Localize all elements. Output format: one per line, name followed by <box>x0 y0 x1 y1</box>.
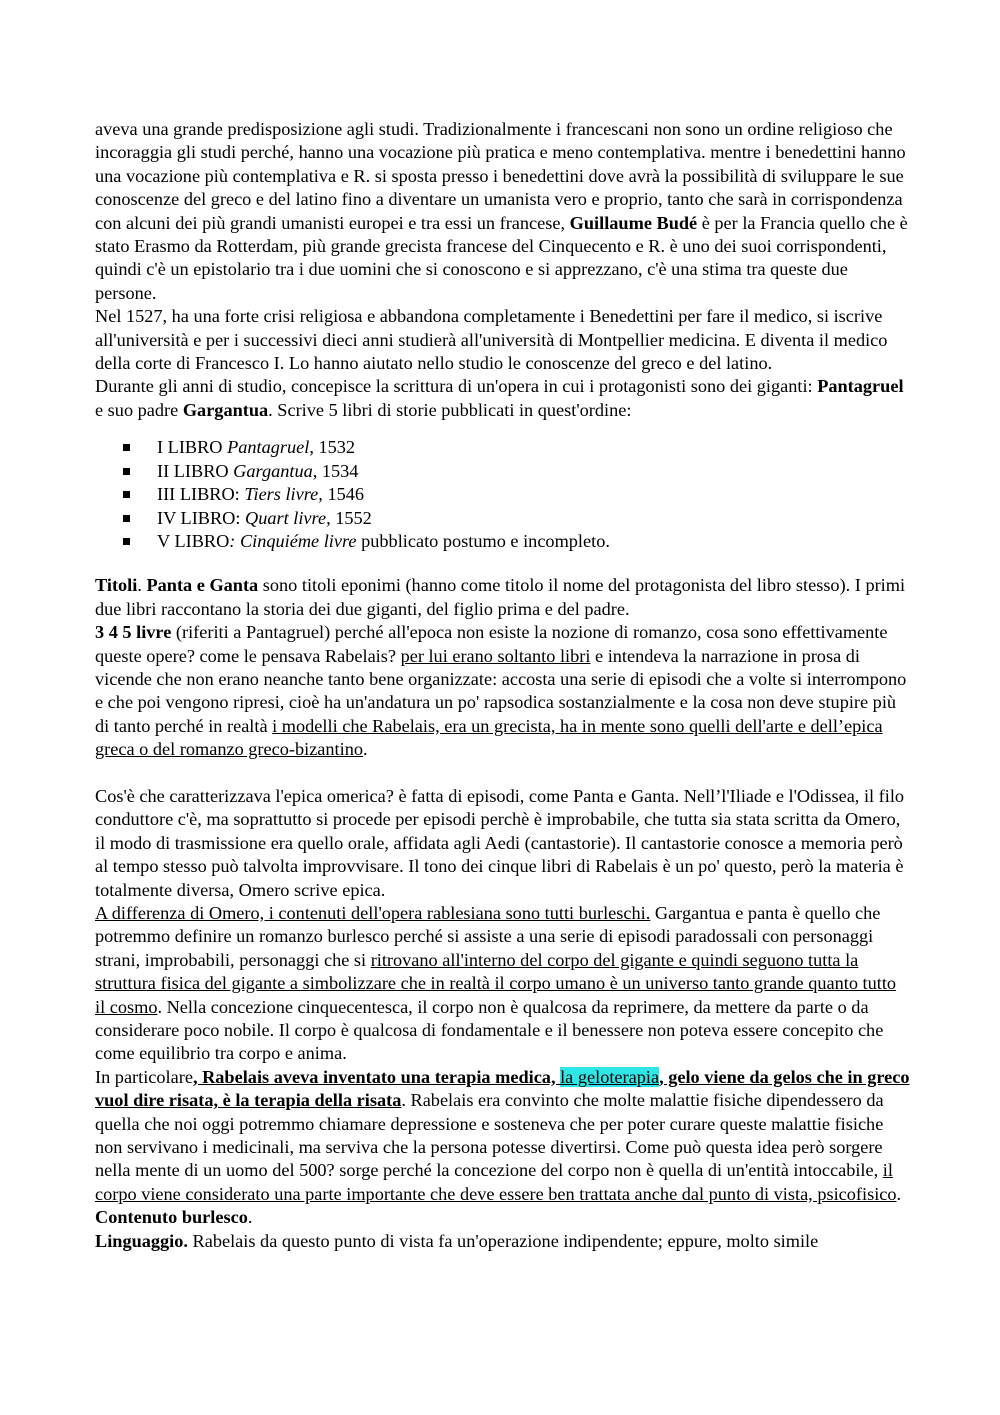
paragraph-epica: Cos'è che caratterizzava l'epica omerica? è fatta di episodi, come Panta e Ganta. Nell’l'Iliade e l'Odissea, il filo conduttore c'è, ma soprattutto si procede per episodi perchè è improbabile, che tutta sia stata scritta da Omero, il modo di trasmissione era quello orale, affidata agli Aedi (cantastorie). Il cantastorie conosce a memoria però al tempo stesso può talvolta improvvisare. Il tono dei cinque libri di Rabelais è un po' questo, però la materia è totalmente diversa, Omero scrive epica. <box>95 785 905 900</box>
bold-livre: 3 4 5 livre <box>95 622 172 643</box>
square-bullet-icon <box>123 444 130 451</box>
list-item: III LIBRO: Tiers livre, 1546 <box>123 483 910 506</box>
underlined-text: per lui erano soltanto libri <box>400 645 591 666</box>
paragraph-contenuto: Contenuto burlesco. <box>95 1207 253 1228</box>
list-item: IV LIBRO: Quart livre, 1552 <box>123 507 910 530</box>
text-run: aveva una grande predisposizione agli studi. Tradizionalmente i francescani non sono un ordine religioso che incoraggia gli studi perché, hanno una vocazione più pratica e meno contemplativa. mentre i benedettini hanno una vocazione più contemplativa e R. si sposta presso i benedettini dove avrà la possibilità di sviluppare le sue conoscenze del greco e del latino fino a diventare un umanista vero e proprio, tanto che sarà in corrispondenza con alcuni dei più grandi umanisti europei e tra essi un francese, <box>95 119 906 233</box>
bold-pantagruel: Pantagruel <box>817 376 904 397</box>
list-item: I LIBRO Pantagruel, 1532 <box>123 436 910 459</box>
bold-panta-ganta: Panta e Ganta <box>146 575 259 596</box>
text-run: . Scrive 5 libri di storie pubblicati in quest'ordine: <box>268 399 632 420</box>
square-bullet-icon <box>123 468 130 475</box>
section-heading-titoli: Titoli <box>95 575 138 596</box>
paragraph-linguaggio: Linguaggio. Rabelais da questo punto di vista fa un'operazione indipendente; eppure, molto simile <box>95 1230 819 1251</box>
blank-line <box>95 762 910 785</box>
paragraph-1527: Nel 1527, ha una forte crisi religiosa e abbandona completamente i Benedettini per fare il medico, si iscrive all'università e per i successivi dieci anni studierà all'università di Montpellier medicina. E diventa il medico della corte di Francesco I. Lo hanno aiutato nello studio le conoscenze del greco e del latino. <box>95 306 888 374</box>
bold-gargantua: Gargantua <box>182 399 269 420</box>
section-heading-contenuto: Contenuto burlesco <box>95 1207 248 1228</box>
square-bullet-icon <box>123 538 130 545</box>
text-run: e suo padre <box>95 399 183 420</box>
underlined-text: i modelli che Rabelais, era un grecista, ha in mente sono quelli dell'arte e dell’epica greca o del romanzo greco-bizantino <box>95 715 883 760</box>
underlined-text: il corpo viene considerato una parte importante che deve essere ben trattata anche dal punto di vista, psicofisico <box>95 1160 897 1204</box>
paragraph-livre: 3 4 5 livre (riferiti a Pantagruel) perché all'epoca non esiste la nozione di romanzo, cosa sono effettivamente queste opere? come le pensava Rabelais? per lui erano soltanto libri e intendeva la narrazione in prosa di vicende che non erano neanche tanto bene organizzate: accosta una serie di episodi che a volte si interrompono e che poi vengono ripresi, cioè ha un'andatura un po' rapsodica sostanzialmente e la cosa non deve stupire più di tanto perché in realtà i modelli che Rabelais, era un grecista, ha in mente sono quelli dell'arte e dell’epica greca o del romanzo greco-bizantino. <box>95 622 907 760</box>
square-bullet-icon <box>123 515 130 522</box>
list-item: II LIBRO Gargantua, 1534 <box>123 460 910 483</box>
paragraph-giants <box>95 375 910 422</box>
paragraph-burlesque: A differenza di Omero, i contenuti dell'opera rablesiana sono tutti burleschi. Gargantua e panta è quello che potremmo definire un romanzo burlesco perché si assiste a una serie di episodi paradossali con personaggi strani, improbabili, personaggi che si ritrovano all'interno del corpo del gigante e quindi seguono tutta la struttura fisica del gigante a simbolizzare che in realtà il corpo umano è un universo tanto grande quanto tutto il cosmo. Nella concezione cinquecentesca, il corpo non è qualcosa da reprimere, da mettere da parte o da considerare poco nobile. Il corpo è qualcosa di fondamentale e il benessere non poteva essere concepito che come equilibrio tra corpo e anima. <box>95 902 897 1064</box>
bold-underlined-text: , Rabelais aveva inventato una terapia medica, <box>192 1066 561 1087</box>
underlined-text: A differenza di Omero, i contenuti dell'opera rablesiana sono tutti burleschi. <box>95 902 651 923</box>
underlined-text: ritrovano all'interno del corpo del gigante e quindi seguono tutta la struttura fisica del gigante a simbolizzare che in realtà il corpo umano è un universo tanto grande quanto tutto il cosmo <box>95 949 897 1017</box>
text-run: è per la Francia quello che è stato Erasmo da Rotterdam, più grande grecista francese del Cinquecento e R. è uno dei suoi corrispondenti, quindi c'è un epistolario tra i due uomini che si conoscono e si apprezzano, c'è una stima tra queste due persone. <box>95 212 908 303</box>
paragraph-studies <box>95 118 910 305</box>
highlighted-geloterapia: la geloterapia <box>560 1066 660 1087</box>
paragraph-titles: Titoli. Panta e Ganta sono titoli eponimi (hanno come titolo il nome del protagonista del libro stesso). I primi due libri raccontano la storia dei due giganti, del figlio prima e del padre. <box>95 575 906 619</box>
bold-name-bude: Guillaume Budé <box>569 212 698 233</box>
section-heading-linguaggio: Linguaggio. <box>95 1230 188 1251</box>
paragraph-geloterapia: In particolare, Rabelais aveva inventato una terapia medica, la geloterapia, gelo viene da gelos che in greco vuol dire risata, è la terapia della risata. Rabelais era convinto che molte malattie fisiche dipendessero da quella che noi oggi potremmo chiamare depressione e sosteneva che per poter curare queste malattie fisiche non servivano i medicinali, ma serviva che la persona potesse divertirsi. Come può questa idea però sorgere nella mente di un uomo del 500? sorge perché la concezione del corpo non è quella di un'entità intoccabile, il corpo viene considerato una parte importante che deve essere ben trattata anche dal punto di vista, psicofisico. <box>95 1066 910 1204</box>
books-list <box>95 436 910 553</box>
bold-underlined-text: , gelo viene da gelos che in greco vuol dire risata, è la terapia della risata <box>95 1066 910 1111</box>
square-bullet-icon <box>123 491 130 498</box>
text-run: Durante gli anni di studio, concepisce la scrittura di un'opera in cui i protagonisti sono dei giganti: <box>95 376 818 397</box>
list-item: V LIBRO: Cinquiéme livre pubblicato postumo e incompleto. <box>123 530 910 553</box>
